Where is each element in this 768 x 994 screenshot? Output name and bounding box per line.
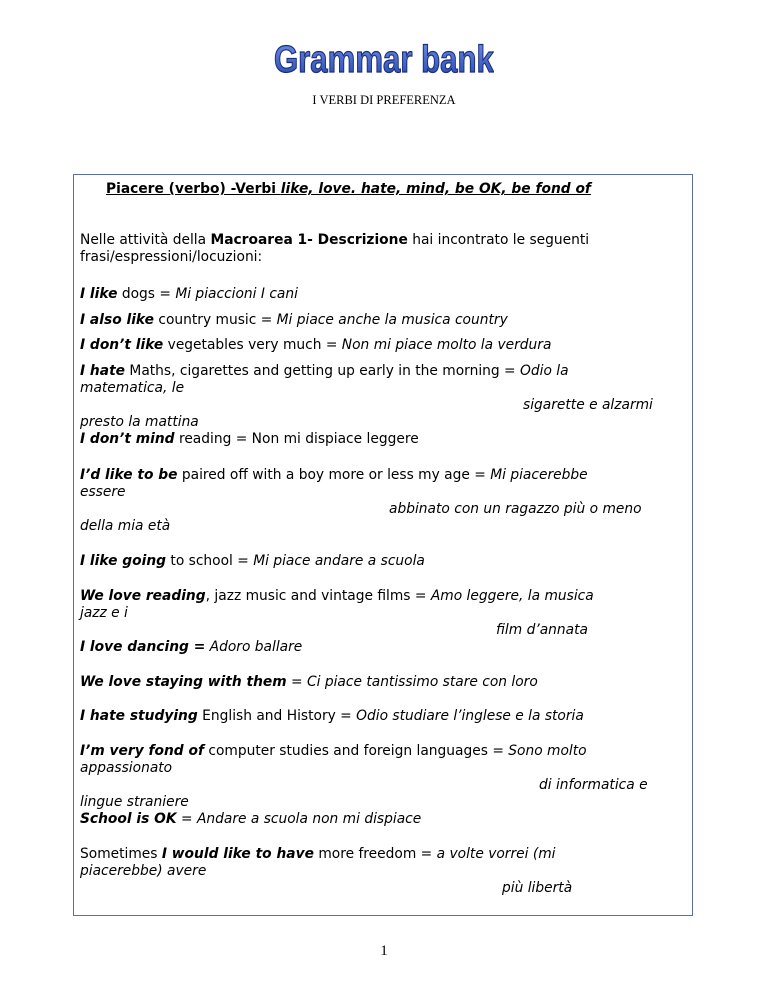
example-7: We love reading, jazz music and vintage films = Amo leggere, la musica bbox=[80, 588, 594, 604]
example-2: I don’t like vegetables very much = Non mi piace molto la verdura bbox=[80, 337, 552, 353]
example-7-cont-right: film d’annata bbox=[496, 622, 588, 638]
example-5-line-2: essere bbox=[80, 484, 126, 500]
box-heading bbox=[106, 181, 591, 198]
page-subtitle: I VERBI DI PREFERENZA bbox=[312, 93, 456, 107]
example-13-line-2: piacerebbe) avere bbox=[80, 863, 207, 879]
example-0: I like dogs = Mi piaccioni I cani bbox=[80, 286, 298, 302]
example-5-cont-right: abbinato con un ragazzo più o meno bbox=[389, 501, 642, 517]
heading-plain: Piacere (verbo) -Verbi bbox=[106, 181, 281, 197]
example-12: School is OK = Andare a scuola non mi dispiace bbox=[80, 811, 422, 827]
example-13-cont-right: più libertà bbox=[502, 880, 573, 896]
example-3: I hate Maths, cigarettes and getting up early in the morning = Odio la bbox=[80, 363, 569, 379]
example-5: I’d like to be paired off with a boy more or less my age = Mi piacerebbe bbox=[80, 467, 588, 483]
logo-wordart bbox=[274, 36, 494, 82]
example-11-line-2: appassionato bbox=[80, 760, 173, 776]
grammar-bank-logo bbox=[0, 36, 768, 86]
example-3-cont-right: sigarette e alzarmi bbox=[523, 397, 653, 413]
intro-bold: Macroarea 1- Descrizione bbox=[210, 232, 408, 248]
heading-italic: like, love. hate, mind, be OK, be fond of bbox=[280, 181, 591, 197]
example-4: I don’t mind reading = Non mi dispiace leggere bbox=[80, 431, 419, 447]
example-6: I like going to school = Mi piace andare a scuola bbox=[80, 553, 425, 569]
intro-line-1: Nelle attività della Macroarea 1- Descrizione hai incontrato le seguenti bbox=[80, 232, 590, 248]
example-8: I love dancing = Adoro ballare bbox=[80, 639, 303, 655]
example-3-line-2: matematica, le bbox=[80, 380, 185, 396]
page-number: 1 bbox=[380, 943, 388, 959]
example-11: I’m very fond of computer studies and foreign languages = Sono molto bbox=[80, 743, 587, 759]
intro-line-2: frasi/espressioni/locuzioni: bbox=[80, 249, 263, 265]
example-9: We love staying with them = Ci piace tantissimo stare con loro bbox=[80, 674, 538, 690]
example-5-cont-left: della mia età bbox=[80, 518, 171, 534]
logo-text: Grammar bank bbox=[274, 39, 494, 81]
example-3-cont-left: presto la mattina bbox=[80, 414, 199, 430]
example-1: I also like country music = Mi piace anche la musica country bbox=[80, 312, 508, 328]
example-10: I hate studying English and History = Odio studiare l’inglese e la storia bbox=[80, 708, 584, 724]
example-11-cont-right: di informatica e bbox=[539, 777, 648, 793]
example-13: Sometimes I would like to have more freedom = a volte vorrei (mi bbox=[80, 846, 556, 862]
example-11-cont-left: lingue straniere bbox=[80, 794, 189, 810]
example-7-line-2: jazz e i bbox=[80, 605, 128, 621]
